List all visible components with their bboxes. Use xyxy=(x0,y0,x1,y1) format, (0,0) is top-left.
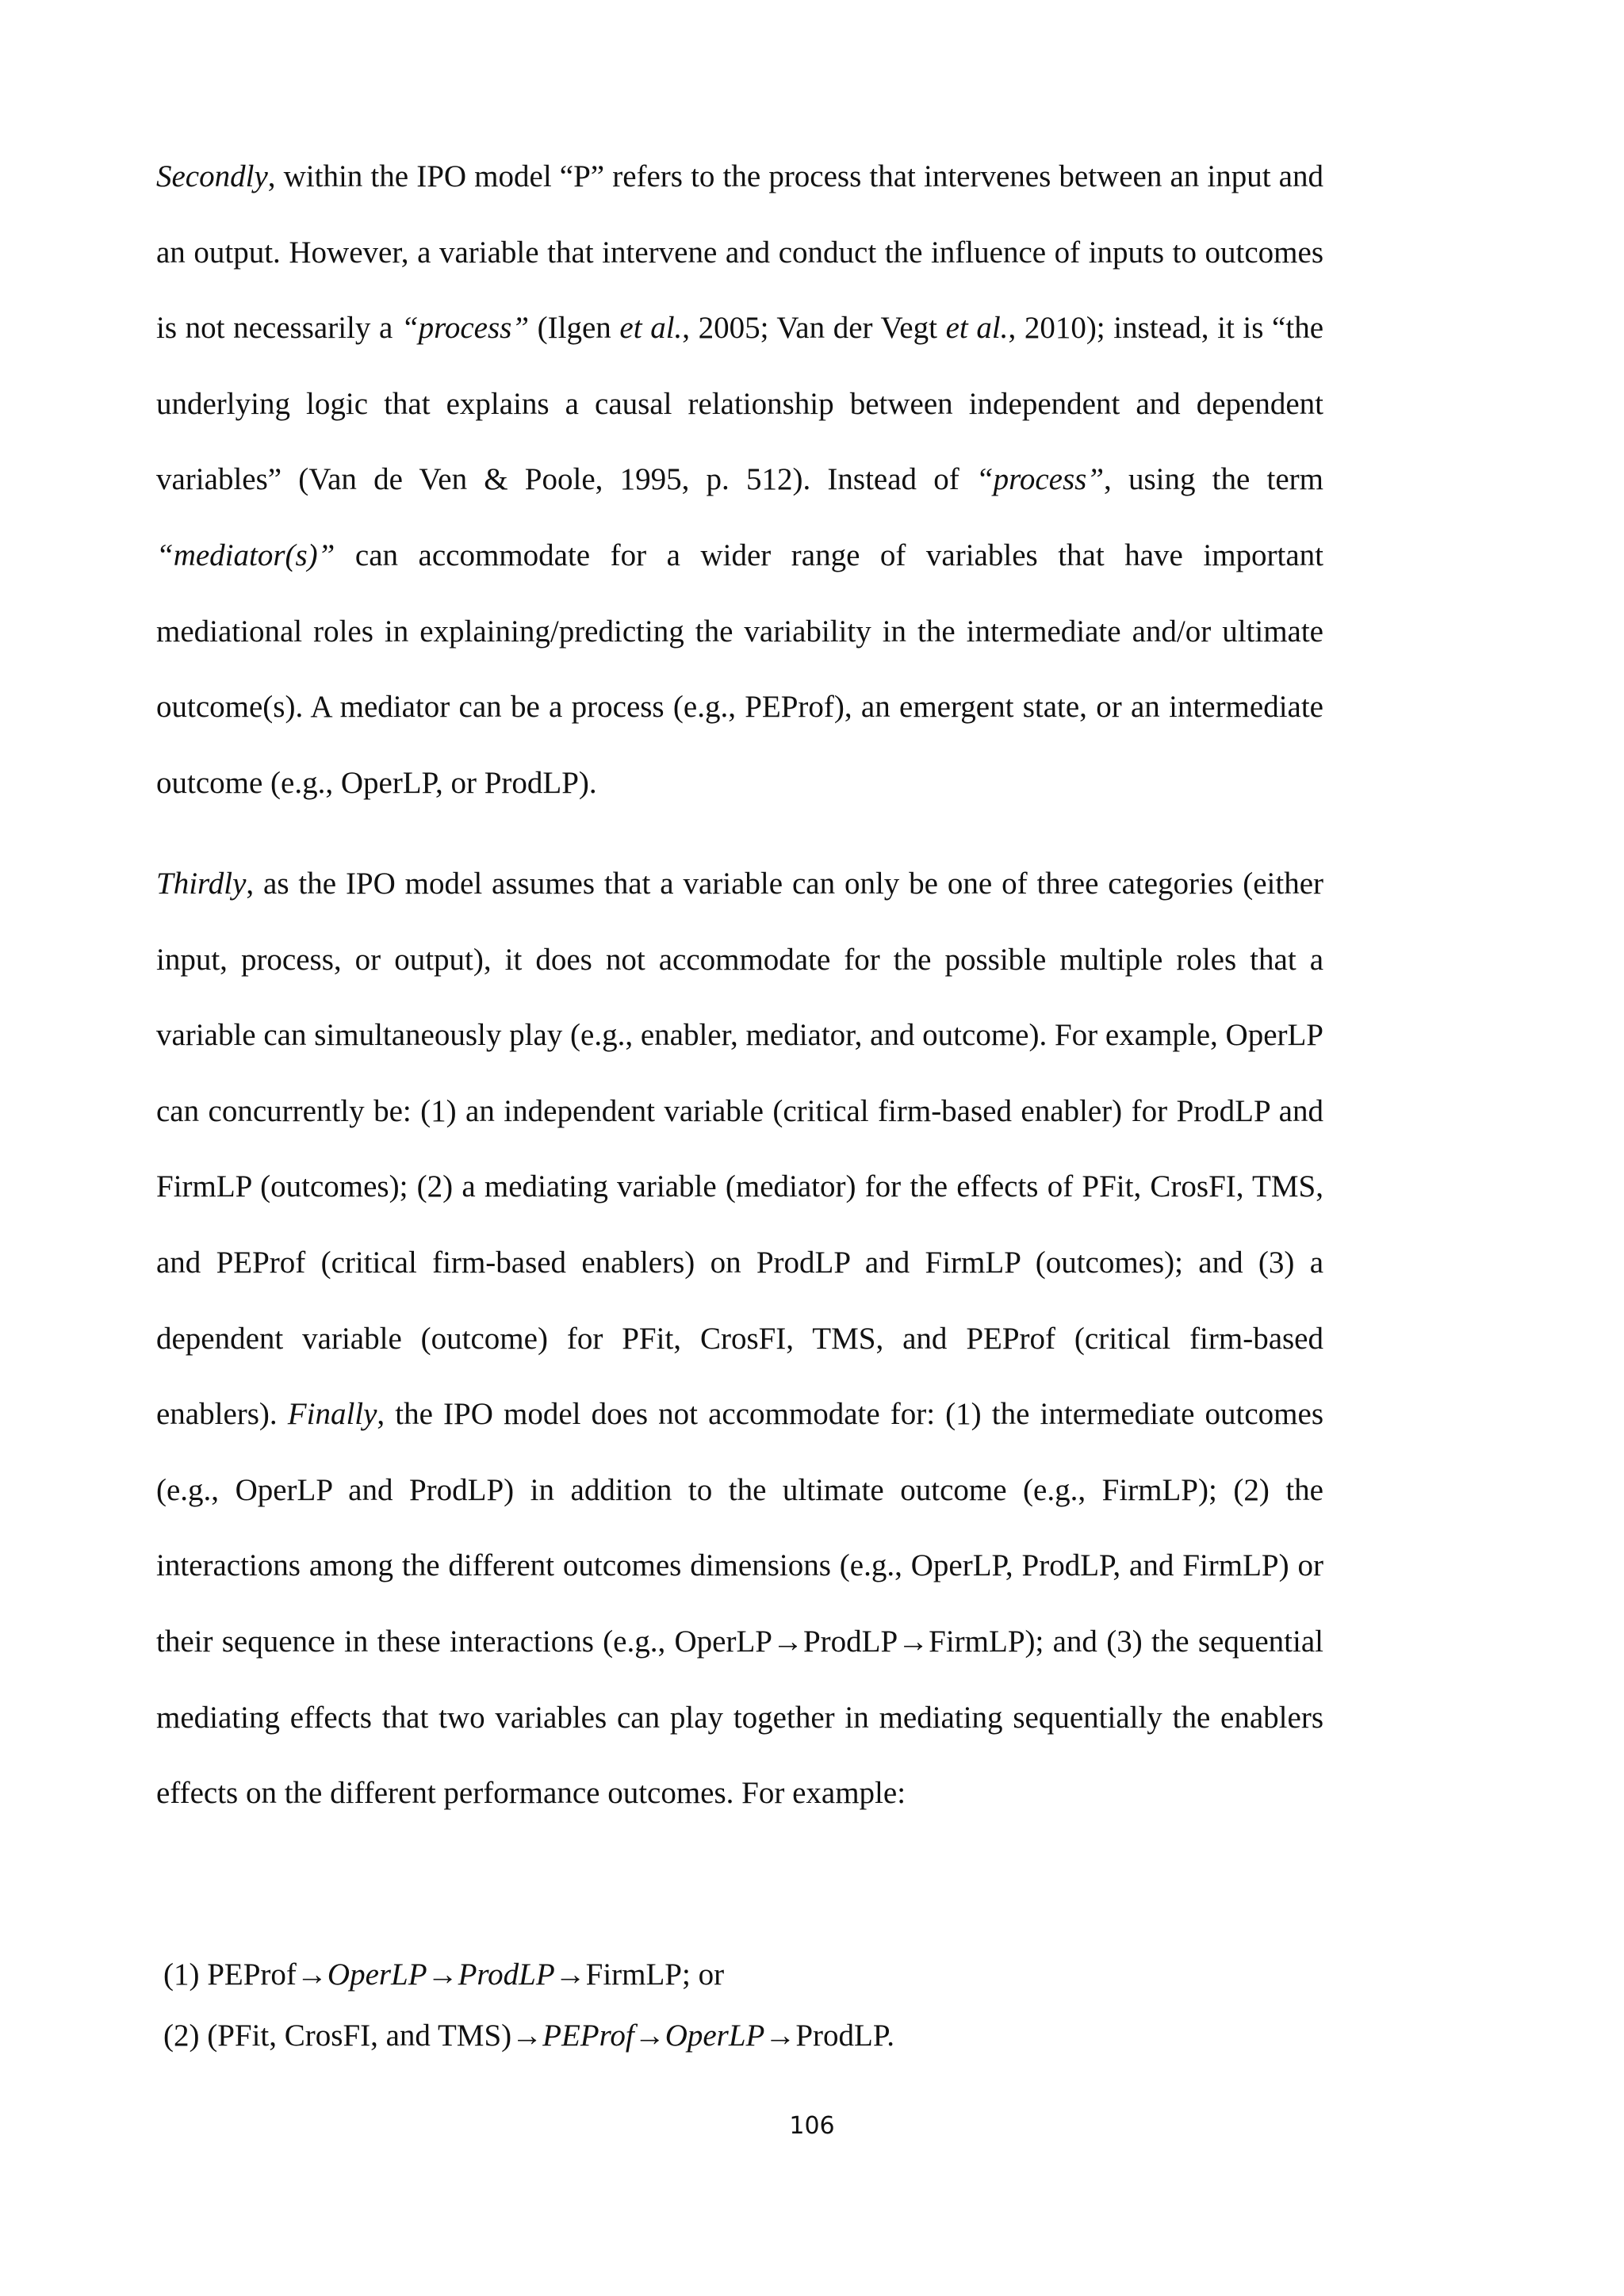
paragraph-text: , as the IPO model assumes that a variable can only be one of three categories (either input, process, or output), it does not accommodate for the possible multiple roles that a variable can simultaneously play (e.g., enabler, mediator, and outcome). For example, OperLP can concurrently be: (1) an independent variable (critical firm-based enabler) for ProdLP and FirmLP (outcomes); (2) a mediating variable (mediator) for the effects of PFit, CrosFI, TMS, and PEProf (critical firm-based enablers) on ProdLP and FirmLP (outcomes); and (3) a dependent variable (outcome) for PFit, CrosFI, TMS, and PEProf (critical firm-based enablers). xyxy=(156,867,1323,1432)
paragraph-lead-word: Secondly xyxy=(156,159,268,193)
paragraph-text: (Ilgen xyxy=(529,311,620,346)
page-number: 106 xyxy=(789,2112,835,2140)
example-item-1 xyxy=(163,1955,724,1995)
paragraph-lead-word: Thirdly xyxy=(156,867,247,901)
paragraph-secondly xyxy=(156,139,1323,821)
paragraph-text: , the IPO model does not accommodate for: (1) the intermediate outcomes (e.g., OperLP and ProdLP) in addition to the ultimate outcome (e.g., FirmLP); (2) the interactions among the different outcomes dimensions (e.g., OperLP, ProdLP, and FirmLP) or their sequence in these interactions (e.g., OperLP→ProdLP→FirmLP); and (3) the sequential mediating effects that two variables can play together in mediating sequentially the enablers effects on the different performance outcomes. For example: xyxy=(156,1397,1323,1811)
example-text: →ProdLP. xyxy=(764,2019,894,2053)
example-text: (2) (PFit, CrosFI, and TMS)→ xyxy=(163,2019,543,2053)
citation-et-al: et al. xyxy=(945,311,1009,346)
paragraph-text: , 2005; Van der Vegt xyxy=(682,311,946,346)
paragraph-thirdly xyxy=(156,846,1323,1831)
citation-et-al: et al. xyxy=(619,311,683,346)
paragraph-lead-word: Finally xyxy=(287,1397,377,1432)
paragraph-text: can accommodate for a wider range of variables that have important mediational roles in explaining/predicting the variability in the intermediate and/or ultimate outcome(s). A mediator can be a process (e.g., PEProf), an emergent state, or an intermediate outcome (e.g., OperLP, or ProdLP). xyxy=(156,538,1323,800)
example-italic-mediators: OperLP→ProdLP xyxy=(327,1957,555,1992)
italic-term: “mediator(s)” xyxy=(156,538,335,572)
paragraph-text: , using the term xyxy=(1104,462,1323,497)
italic-term: “process” xyxy=(975,462,1105,497)
example-text: (1) PEProf→ xyxy=(163,1957,327,1992)
paragraph-text: , within the IPO model “P” refers to the process that intervenes between an input and an output. However, a variable that intervene and conduct the influence of inputs to outcomes is not necessarily a xyxy=(156,159,1323,346)
example-italic-mediators: PEProf→OperLP xyxy=(542,2019,765,2053)
paragraph-text: , 2010); instead, it is “the underlying logic that explains a causal relationship between independent and dependent variables” (Van de Ven & Poole, 1995, p. 512). Instead of xyxy=(156,311,1324,497)
italic-term: “process” xyxy=(400,311,530,346)
example-item-2 xyxy=(163,2016,894,2056)
example-text: →FirmLP; or xyxy=(554,1957,725,1992)
